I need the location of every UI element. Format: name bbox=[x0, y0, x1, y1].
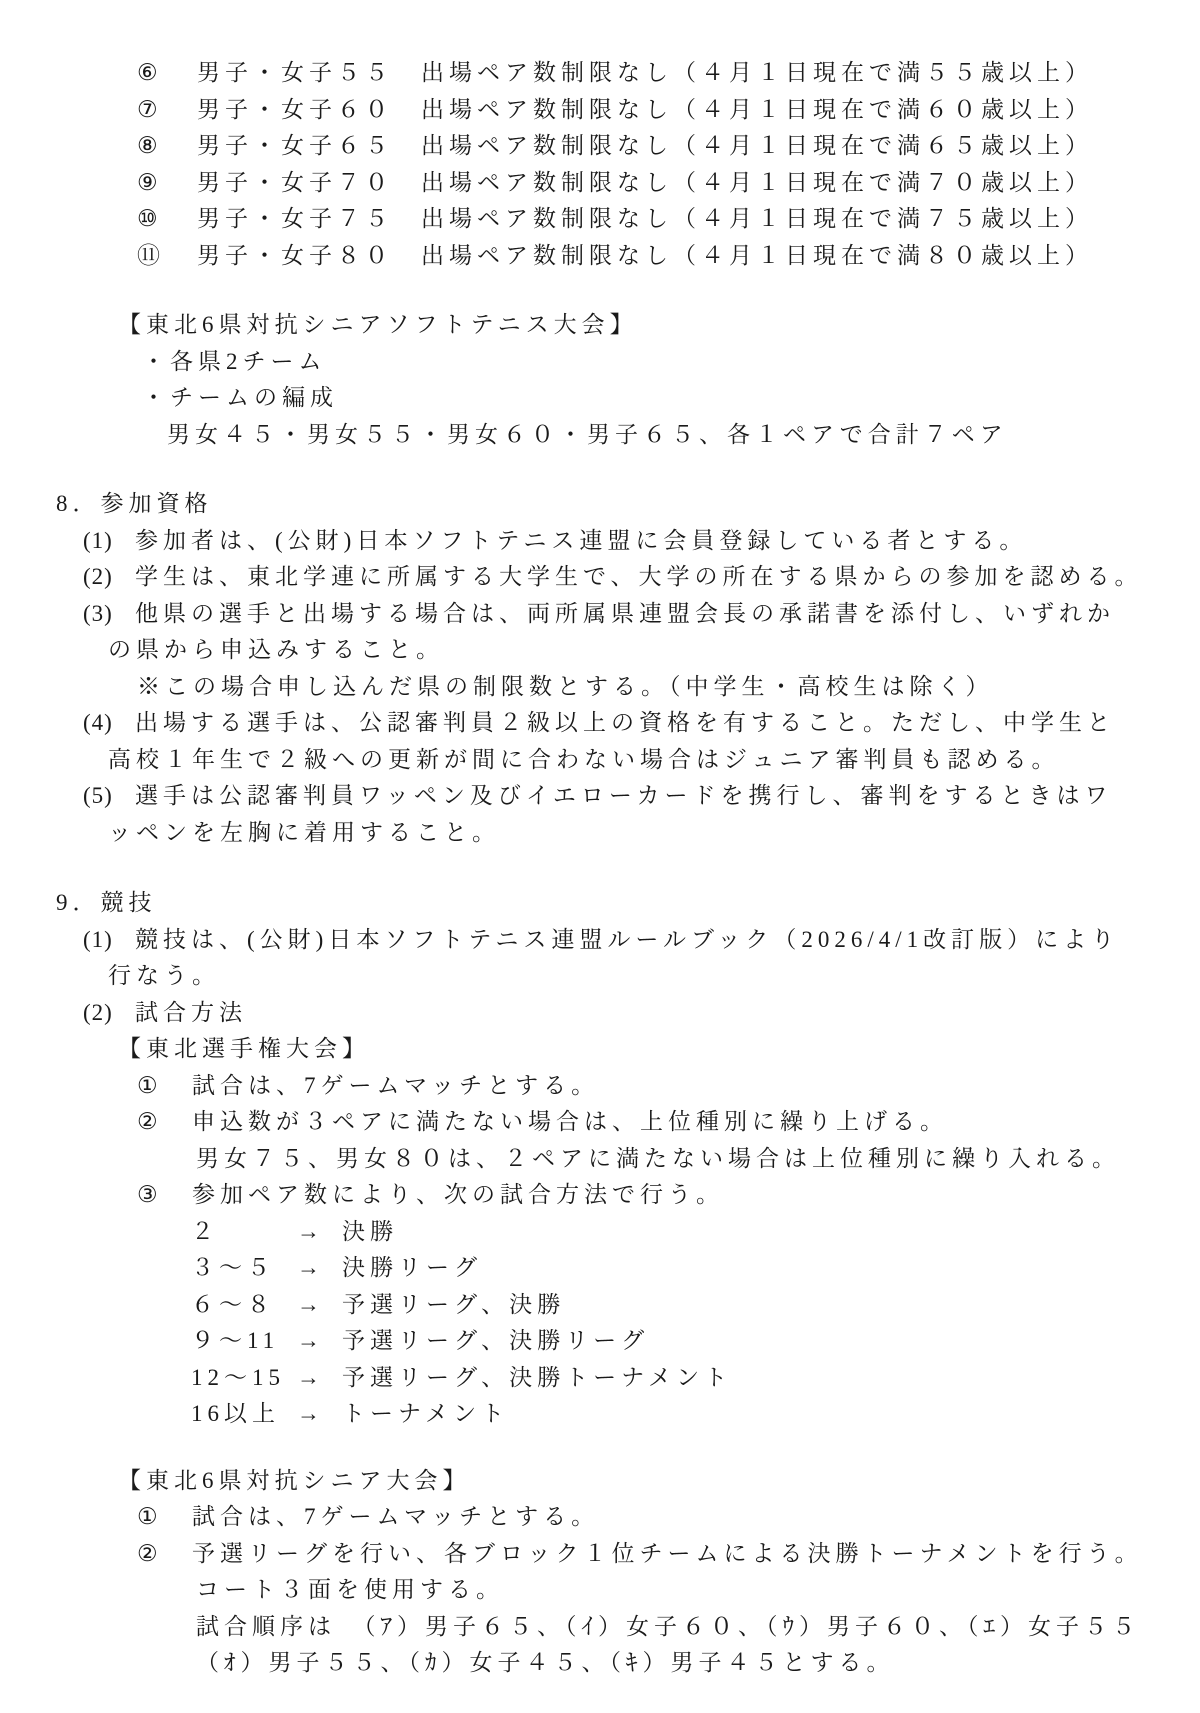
circled-rule bbox=[0, 1104, 1200, 1141]
bracket-heading: 【東北選手権大会】 bbox=[118, 1036, 370, 1061]
category-text: 男子・女子５５ 出場ペア数制限なし（４月１日現在で満５５歳以上） bbox=[197, 60, 1093, 85]
category-text: 男子・女子８０ 出場ペア数制限なし（４月１日現在で満８０歳以上） bbox=[197, 242, 1093, 268]
match-method: 予選リーグ、決勝トーナメント bbox=[342, 1364, 733, 1390]
match-method: 決勝リーグ bbox=[342, 1255, 482, 1280]
bracket-heading: 【東北6県対抗シニア大会】 bbox=[118, 1467, 471, 1493]
circled-rule bbox=[0, 1177, 1200, 1214]
section-heading: 9．競技 bbox=[56, 890, 157, 915]
item-number: (5) bbox=[83, 783, 113, 808]
pair-count-range: 12～15 bbox=[191, 1364, 285, 1390]
rule-text: 試合は、7ゲームマッチとする。 bbox=[192, 1504, 600, 1529]
method-row bbox=[0, 1396, 1200, 1433]
right-arrow-icon: → bbox=[297, 1291, 325, 1317]
bullet-line: ・各県2チーム bbox=[142, 348, 327, 374]
item-text: 出場する選手は、公認審判員２級以上の資格を有すること。ただし、中学生と bbox=[135, 710, 1115, 735]
senior-match-rules bbox=[0, 1463, 1200, 1682]
numbered-item bbox=[0, 995, 1200, 1032]
circled-number: ③ bbox=[137, 1182, 158, 1207]
rule-text: 申込数が３ペアに満たない場合は、上位種別に繰り上げる。 bbox=[192, 1109, 948, 1134]
match-method: トーナメント bbox=[342, 1401, 510, 1426]
numbered-item bbox=[0, 922, 1200, 959]
match-method-table bbox=[0, 1214, 1200, 1433]
senior-team-overview bbox=[0, 307, 1200, 453]
circled-number: ② bbox=[137, 1109, 158, 1134]
item-text: 競技は、(公財)日本ソフトテニス連盟ルールブック（2026/4/1改訂版）により bbox=[135, 926, 1120, 952]
category-text: 男子・女子７５ 出場ペア数制限なし（４月１日現在で満７５歳以上） bbox=[197, 206, 1093, 231]
category-text: 男子・女子６５ 出場ペア数制限なし（４月１日現在で満６５歳以上） bbox=[197, 133, 1093, 158]
item-text: 参加者は、(公財)日本ソフトテニス連盟に会員登録している者とする。 bbox=[135, 527, 1028, 553]
category-text: 男子・女子６０ 出場ペア数制限なし（４月１日現在で満６０歳以上） bbox=[197, 96, 1093, 122]
match-method: 決勝 bbox=[342, 1218, 398, 1244]
pair-count-range: ９～11 bbox=[191, 1328, 280, 1353]
circled-number: ⑧ bbox=[137, 133, 158, 158]
circled-number: ② bbox=[137, 1540, 158, 1566]
continuation-line: の県から申込みすること。 bbox=[108, 637, 444, 662]
circled-number: ⑪ bbox=[137, 242, 160, 268]
circled-number: ① bbox=[137, 1504, 158, 1529]
pair-count-range: 16以上 bbox=[191, 1401, 280, 1426]
pair-count-range: ６～８ bbox=[191, 1291, 275, 1317]
category-line bbox=[0, 201, 1200, 238]
rule-text: 予選リーグを行い、各ブロック１位チームによる決勝トーナメントを行う。 bbox=[192, 1540, 1143, 1566]
numbered-item bbox=[0, 559, 1200, 596]
method-row bbox=[0, 1323, 1200, 1360]
category-line bbox=[0, 92, 1200, 129]
circled-number: ⑥ bbox=[137, 60, 158, 85]
numbered-item bbox=[0, 596, 1200, 633]
numbered-item bbox=[0, 523, 1200, 560]
pair-count-range: ３～５ bbox=[191, 1255, 275, 1280]
rule-text: 参加ペア数により、次の試合方法で行う。 bbox=[192, 1182, 724, 1207]
bracket-heading: 【東北6県対抗シニアソフトテニス大会】 bbox=[118, 312, 638, 337]
item-text: 選手は公認審判員ワッペン及びイエローカードを携行し、審判をするときはワ bbox=[135, 783, 1113, 808]
numbered-item bbox=[0, 778, 1200, 815]
category-line bbox=[0, 55, 1200, 92]
item-text: 学生は、東北学連に所属する大学生で、大学の所在する県からの参加を認める。 bbox=[135, 564, 1143, 589]
right-arrow-icon: → bbox=[297, 1401, 325, 1426]
note-line: ※この場合申し込んだ県の制限数とする。（中学生・高校生は除く） bbox=[137, 673, 994, 699]
continuation-line: 男女７５、男女８０は、２ペアに満たない場合は上位種別に繰り入れる。 bbox=[196, 1145, 1120, 1171]
right-arrow-icon: → bbox=[297, 1364, 325, 1390]
match-order-line: 試合順序は （ｱ）男子６５、（ｲ）女子６０、（ｳ）男子６０、（ｴ）女子５５ bbox=[196, 1613, 1140, 1639]
numbered-item bbox=[0, 705, 1200, 742]
continuation-line: 行なう。 bbox=[108, 963, 220, 988]
item-number: (1) bbox=[83, 527, 113, 553]
method-row bbox=[0, 1287, 1200, 1324]
item-text: 他県の選手と出場する場合は、両所属県連盟会長の承諾書を添付し、いずれか bbox=[135, 600, 1115, 626]
continuation-line: 高校１年生で２級への更新が間に合わない場合はジュニア審判員も認める。 bbox=[108, 746, 1060, 772]
continuation-line: コート３面を使用する。 bbox=[196, 1577, 504, 1602]
category-line bbox=[0, 128, 1200, 165]
item-number: (4) bbox=[83, 710, 113, 735]
right-arrow-icon: → bbox=[297, 1328, 325, 1353]
category-text: 男子・女子７０ 出場ペア数制限なし（４月１日現在で満７０歳以上） bbox=[197, 169, 1093, 195]
item-number: (3) bbox=[83, 600, 113, 626]
right-arrow-icon: → bbox=[297, 1218, 325, 1244]
method-row bbox=[0, 1250, 1200, 1287]
right-arrow-icon: → bbox=[297, 1255, 325, 1280]
category-list bbox=[0, 55, 1200, 274]
circled-rule bbox=[0, 1499, 1200, 1536]
circled-number: ⑩ bbox=[137, 206, 158, 231]
pair-count-range: ２ bbox=[191, 1218, 219, 1244]
category-line bbox=[0, 238, 1200, 275]
section-9-competition bbox=[0, 885, 1200, 1682]
match-order-line: （ｵ）男子５５、（ｶ）女子４５、（ｷ）男子４５とする。 bbox=[196, 1650, 895, 1675]
bullet-line: ・チームの編成 bbox=[142, 385, 338, 410]
circled-rule bbox=[0, 1536, 1200, 1573]
item-number: (2) bbox=[83, 999, 113, 1025]
section-heading: 8．参加資格 bbox=[56, 491, 213, 516]
item-text: 試合方法 bbox=[135, 999, 247, 1025]
rule-text: 試合は、7ゲームマッチとする。 bbox=[192, 1072, 600, 1098]
circled-number: ① bbox=[137, 1072, 158, 1098]
section-8-eligibility bbox=[0, 486, 1200, 851]
match-method: 予選リーグ、決勝リーグ bbox=[342, 1328, 650, 1353]
circled-number: ⑦ bbox=[137, 96, 158, 122]
item-number: (2) bbox=[83, 564, 113, 589]
item-number: (1) bbox=[83, 926, 113, 952]
category-line bbox=[0, 165, 1200, 202]
circled-rule bbox=[0, 1068, 1200, 1105]
circled-number: ⑨ bbox=[137, 169, 158, 195]
method-row bbox=[0, 1360, 1200, 1397]
championship-rules bbox=[0, 1031, 1200, 1433]
method-row bbox=[0, 1214, 1200, 1251]
team-composition-line: 男女４５・男女５５・男女６０・男子６５、各１ペアで合計７ペア bbox=[167, 421, 1008, 447]
match-method: 予選リーグ、決勝 bbox=[342, 1291, 566, 1317]
continuation-line: ッペンを左胸に着用すること。 bbox=[108, 819, 500, 845]
